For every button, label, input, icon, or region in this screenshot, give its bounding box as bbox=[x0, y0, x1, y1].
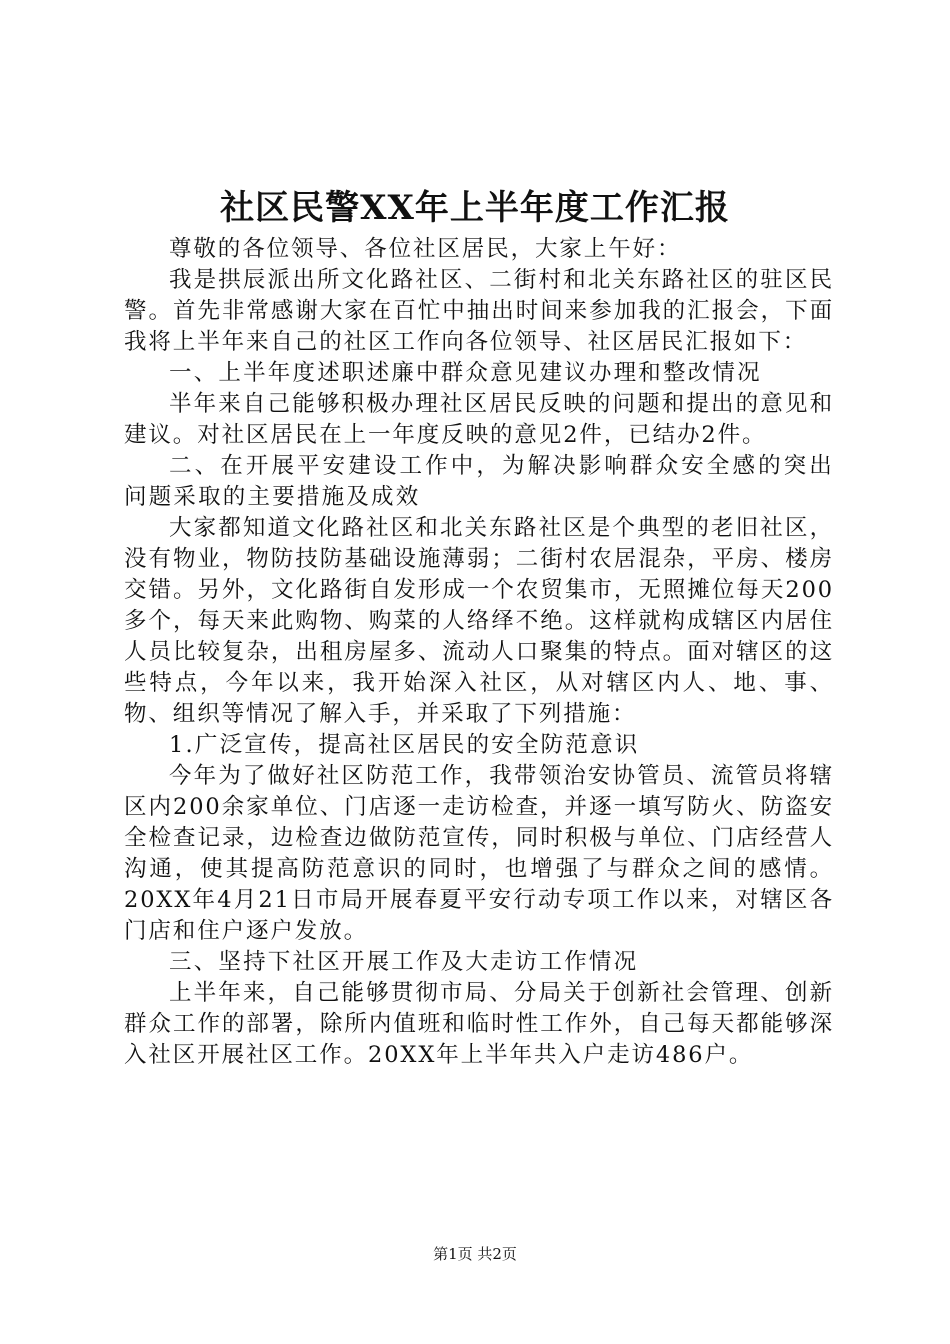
document-body bbox=[124, 234, 834, 1071]
section-2-paragraph: 大家都知道文化路社区和北关东路社区是个典型的老旧社区，没有物业，物防技防基础设施薄弱；二街村农居混杂，平房、楼房交错。另外，文化路街自发形成一个农贸集市，无照摊位每天200多个，每天来此购物、购菜的人络绎不绝。这样就构成辖区内居住人员比较复杂，出租房屋多、流动人口聚集的特点。面对辖区的这些特点，今年以来，我开始深入社区，从对辖区内人、地、事、物、组织等情况了解入手，并采取了下列措施： bbox=[124, 515, 834, 727]
section-heading-2: 二、在开展平安建设工作中，为解决影响群众安全感的突出问题采取的主要措施及成效 bbox=[124, 453, 834, 510]
document-title: 社区民警XX年上半年度工作汇报 bbox=[220, 188, 730, 228]
greeting-paragraph: 尊敬的各位领导、各位社区居民，大家上午好： bbox=[169, 236, 682, 262]
subsection-1-paragraph: 今年为了做好社区防范工作，我带领治安协管员、流管员将辖区内200余家单位、门店逐一走访检查，并逐一填写防火、防盗安全检查记录，边检查边做防范宣传，同时积极与单位、门店经营人沟通，使其提高防范意识的同时，也增强了与群众之间的感情。20XX年4月21日市局开展春夏平安行动专项工作以来，对辖区各门店和住户逐户发放。 bbox=[124, 763, 834, 944]
section-3-paragraph: 上半年来，自己能够贯彻市局、分局关于创新社会管理、创新群众工作的部署，除所内值班和临时性工作外，自己每天都能够深入社区开展社区工作。20XX年上半年共入户走访486户。 bbox=[124, 980, 834, 1068]
subsection-heading-1: 1.广泛宣传，提高社区居民的安全防范意识 bbox=[169, 732, 640, 758]
section-heading-1: 一、上半年度述职述廉中群众意见建议办理和整改情况 bbox=[169, 360, 762, 386]
intro-paragraph: 我是拱辰派出所文化路社区、二街村和北关东路社区的驻区民警。首先非常感谢大家在百忙中抽出时间来参加我的汇报会，下面我将上半年来自己的社区工作向各位领导、社区居民汇报如下： bbox=[124, 267, 834, 355]
page-number-footer: 第1页 共2页 bbox=[433, 1245, 517, 1263]
section-heading-3: 三、坚持下社区开展工作及大走访工作情况 bbox=[169, 949, 639, 975]
section-1-paragraph: 半年来自己能够积极办理社区居民反映的问题和提出的意见和建议。对社区居民在上一年度反映的意见2件，已结办2件。 bbox=[124, 391, 834, 448]
